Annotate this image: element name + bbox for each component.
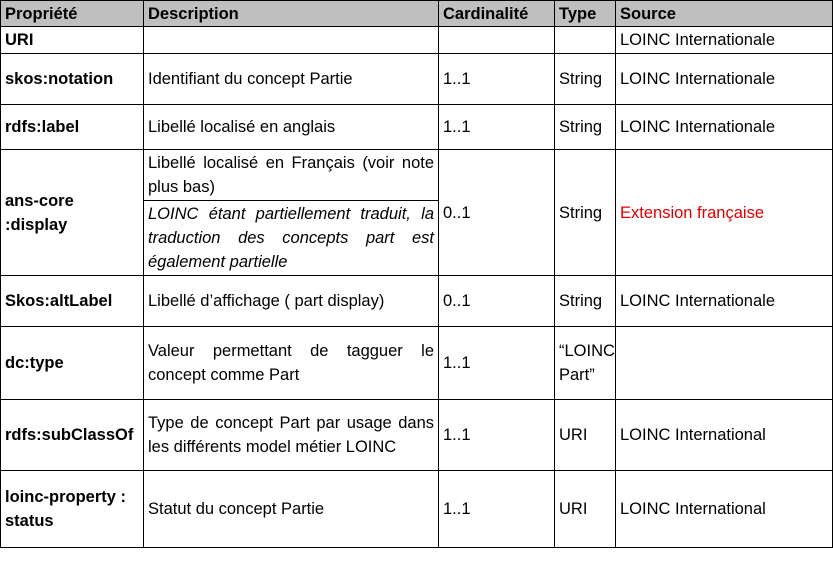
source-cell: LOINC International [616,471,833,548]
header-source: Source [616,1,833,27]
cardinality-cell: 0..1 [439,150,555,276]
description-cell: Type de concept Part par usage dans les différents model métier LOINC [144,400,439,471]
cardinality-cell: 0..1 [439,276,555,327]
description-cell: Libellé localisé en anglais [144,105,439,150]
type-cell: String [555,276,616,327]
type-cell: URI [555,471,616,548]
type-cell: “LOINC Part” [555,327,616,400]
table-row [1,27,833,54]
table-row [1,54,833,105]
cardinality-cell [439,27,555,54]
description-cell [144,27,439,54]
table-row [1,327,833,400]
table-row [1,400,833,471]
header-cardinalite: Cardinalité [439,1,555,27]
property-cell: skos:notation [1,54,144,105]
property-cell: dc:type [1,327,144,400]
type-cell: URI [555,400,616,471]
property-cell: URI [1,27,144,54]
source-cell: Extension française [616,150,833,276]
description-cell [144,150,439,276]
type-cell: String [555,105,616,150]
description-note: LOINC étant partiellement traduit, la traduction des concepts part est également partielle [148,205,434,271]
type-cell: String [555,150,616,276]
source-cell: LOINC Internationale [616,27,833,54]
table-row [1,276,833,327]
property-cell: loinc-property : status [1,471,144,548]
description-cell: Valeur permettant de tagguer le concept comme Part [144,327,439,400]
table-row [1,105,833,150]
property-cell: ans-core :display [1,150,144,276]
description-main: Libellé localisé en Français (voir note plus bas) [144,150,438,201]
cardinality-cell: 1..1 [439,105,555,150]
table-row [1,471,833,548]
source-cell: LOINC Internationale [616,54,833,105]
table-row [1,150,833,276]
property-cell: rdfs:subClassOf [1,400,144,471]
header-row [1,1,833,27]
type-cell [555,27,616,54]
property-cell: Skos:altLabel [1,276,144,327]
cardinality-cell: 1..1 [439,471,555,548]
source-cell: LOINC Internationale [616,105,833,150]
description-cell: Libellé d’affichage ( part display) [144,276,439,327]
property-cell: rdfs:label [1,105,144,150]
header-type: Type [555,1,616,27]
description-cell: Identifiant du concept Partie [144,54,439,105]
cardinality-cell: 1..1 [439,327,555,400]
description-cell: Statut du concept Partie [144,471,439,548]
header-description: Description [144,1,439,27]
cardinality-cell: 1..1 [439,400,555,471]
cardinality-cell: 1..1 [439,54,555,105]
source-cell: LOINC Internationale [616,276,833,327]
header-propriete: Propriété [1,1,144,27]
source-cell: LOINC International [616,400,833,471]
source-cell [616,327,833,400]
type-cell: String [555,54,616,105]
